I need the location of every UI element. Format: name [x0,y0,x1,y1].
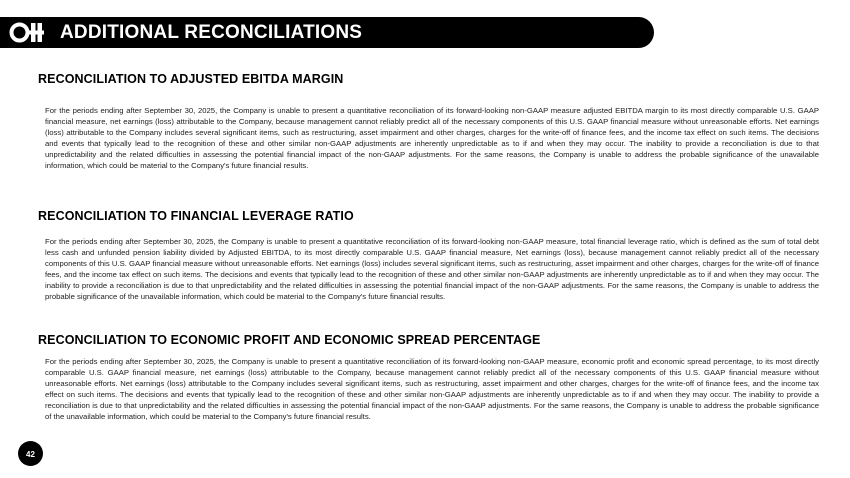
company-logo-icon [9,22,45,43]
section-heading-ebitda-margin: RECONCILIATION TO ADJUSTED EBITDA MARGIN [38,72,344,86]
page-title: ADDITIONAL RECONCILIATIONS [60,22,363,43]
header-bar [0,17,654,48]
section-heading-economic-profit: RECONCILIATION TO ECONOMIC PROFIT AND ECONOMIC SPREAD PERCENTAGE [38,333,541,347]
section-body-economic-profit: For the periods ending after September 30, 2025, the Company is unable to present a quantitative reconciliation of its forward-looking non-GAAP measure, economic profit and economic spread percentage, to its most directly comparable U.S. GAAP financial measure, net earnings (loss) attributable to the Company, because management cannot reliably predict all of the necessary components of this U.S. GAAP financial measure without unreasonable efforts. Net earnings (loss) attributable to the Company includes several significant items, such as restructuring, asset impairment and other charges, charges for the write-off of finance fees, and the income tax effect on such items. The decisions and events that typically lead to the recognition of these and other similar non-GAAP adjustments are inherently unpredictable as to if and when they may occur. The inability to provide a reconciliation is due to that unpredictability and the related difficulties in assessing the potential financial impact of the non-GAAP adjustments. For the same reasons, the Company is unable to address the probable significance of the unavailable information, which could be material to the Company's future financial results. [45,357,819,421]
section-heading-leverage-ratio: RECONCILIATION TO FINANCIAL LEVERAGE RATIO [38,209,354,223]
section-body-ebitda-margin: For the periods ending after September 30, 2025, the Company is unable to present a quantitative reconciliation of its forward-looking non-GAAP measure adjusted EBITDA margin to its most directly comparable U.S. GAAP financial measure, net earnings (loss) attributable to the Company, because management cannot reliably predict all of the necessary components of this U.S. GAAP financial measure without unreasonable efforts. Net earnings (loss) attributable to the Company includes several significant items, such as restructuring, asset impairment and other charges, charges for the write-off of finance fees, and the income tax effect on such items. The decisions and events that typically lead to the recognition of these and other similar non-GAAP adjustments are inherently unpredictable as to if and when they may occur. The inability to provide a reconciliation is due to that unpredictability and the related difficulties in assessing the potential financial impact of the non-GAAP adjustments. For the same reasons, the Company is unable to address the probable significance of the unavailable information, which could be material to the Company's future financial results. [45,106,819,170]
page-number-badge: 42 [18,441,43,466]
section-body-leverage-ratio: For the periods ending after September 30, 2025, the Company is unable to present a quantitative reconciliation of its forward-looking non-GAAP measure, total financial leverage ratio, which is defined as the sum of total debt less cash and unfunded pension liability divided by Adjusted EBITDA, to its most directly comparable U.S. GAAP financial measure, Net earnings (loss), because management cannot reliably predict all of the necessary components of this U.S. GAAP financial measure without unreasonable efforts. Net earnings (loss) includes several significant items, such as restructuring, asset impairment and other charges, charges for the write-off of finance fees, and the income tax effect on such items. The decisions and events that typically lead to the recognition of these and other similar non-GAAP adjustments are inherently unpredictable as to if and when they may occur. The inability to provide a reconciliation is due to that unpredictability and the related difficulties in assessing the potential financial impact of the non-GAAP adjustments. For the same reasons, the Company is unable to address the probable significance of the unavailable information, which could be material to the Company's future financial results. [45,237,819,301]
